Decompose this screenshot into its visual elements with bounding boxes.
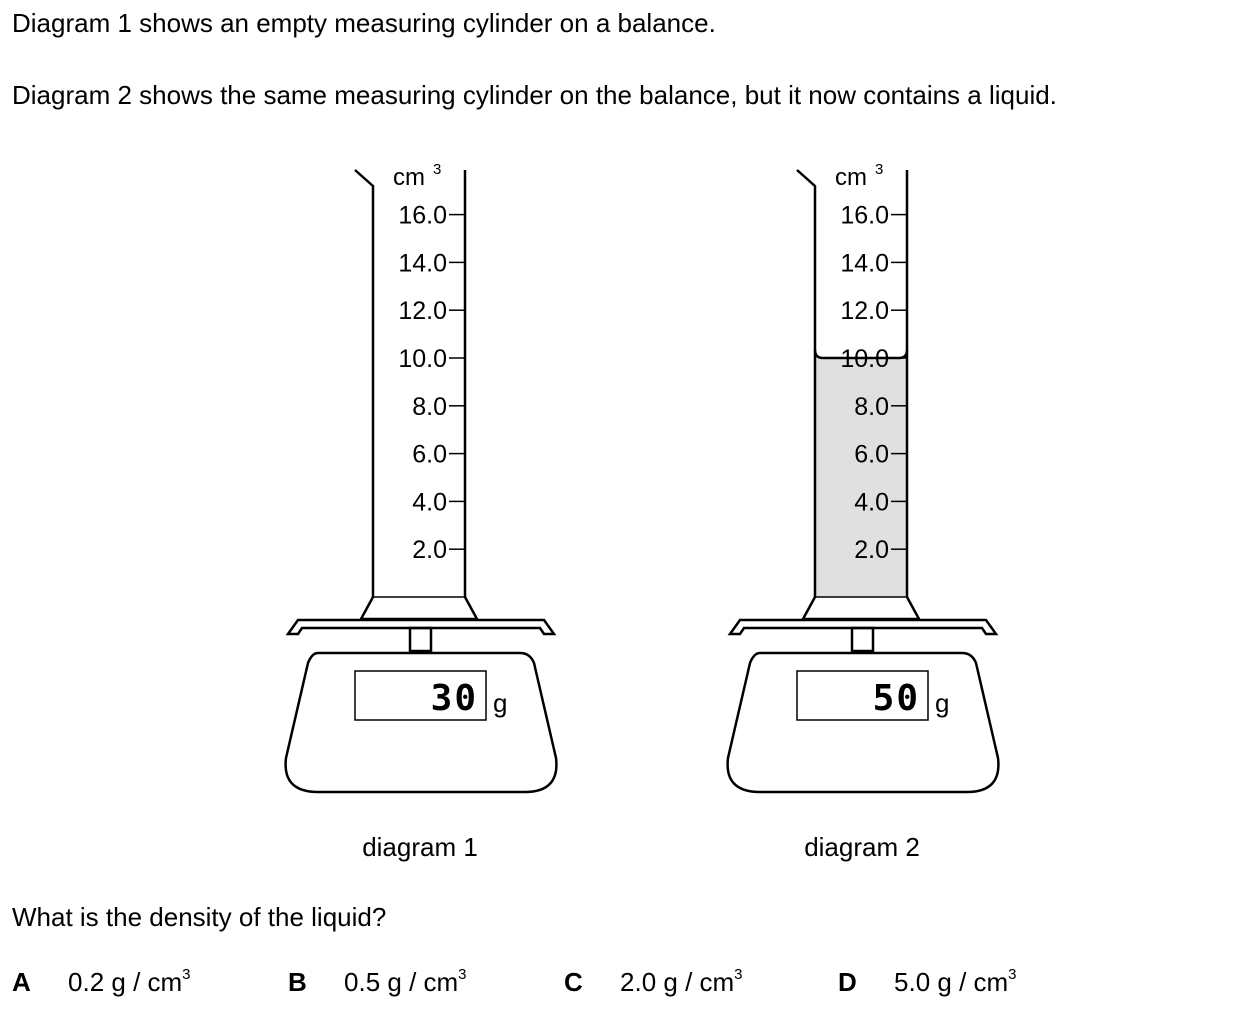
scale-label: 2.0 (412, 536, 447, 565)
scale-label: 2.0 (854, 536, 889, 565)
balance-reading: 30 (430, 678, 478, 719)
scale-label: 16.0 (840, 201, 889, 230)
unit-label: cm (393, 164, 425, 191)
option-letter: B (288, 967, 307, 997)
unit-label: cm (835, 164, 867, 191)
option-letter: D (838, 967, 857, 997)
diagram-caption: diagram 2 (804, 832, 920, 862)
option-b[interactable] (288, 966, 467, 998)
intro-line-1: Diagram 1 shows an empty measuring cylinder on a balance. (12, 8, 716, 38)
unit-exponent: 3 (875, 161, 884, 178)
answer-options (0, 966, 1245, 1006)
option-d[interactable] (838, 966, 1017, 998)
option-value: 2.0 g / $cm^3$ (620, 966, 743, 997)
balance-diagrams (0, 150, 1245, 870)
diagram-2 (728, 161, 999, 862)
option-c[interactable] (564, 966, 743, 998)
cylinder-left-wall (797, 170, 815, 597)
option-a[interactable] (12, 966, 191, 998)
option-letter: C (564, 967, 583, 997)
balance-stem (410, 628, 431, 651)
option-value: 5.0 g / $cm^3$ (894, 966, 1017, 997)
option-value: 0.5 g / $cm^3$ (344, 966, 467, 997)
cylinder-foot (361, 597, 477, 619)
scale-label: 6.0 (854, 440, 889, 469)
option-letter: A (12, 967, 31, 997)
scale-label: 8.0 (412, 392, 447, 421)
unit-exponent: 3 (433, 161, 442, 178)
scale-label: 12.0 (840, 297, 889, 326)
scale-label: 14.0 (398, 249, 447, 278)
scale-label: 4.0 (412, 488, 447, 517)
scale-label: 16.0 (398, 201, 447, 230)
intro-line-2: Diagram 2 shows the same measuring cylinder on the balance, but it now contains a liquid. (12, 80, 1057, 110)
scale-label: 12.0 (398, 297, 447, 326)
scale-label: 10.0 (840, 345, 889, 373)
question-text: What is the density of the liquid? (12, 902, 387, 932)
balance-unit: g (935, 688, 950, 718)
cylinder-foot (803, 597, 919, 619)
balance-reading: 50 (872, 678, 920, 719)
balance-unit: g (493, 688, 508, 718)
scale-label: 14.0 (840, 249, 889, 278)
diagram-1 (286, 161, 557, 862)
scale-label: 6.0 (412, 440, 447, 469)
scale-label: 10.0 (398, 345, 447, 373)
scale-label: 4.0 (854, 488, 889, 517)
option-value: 0.2 g / $cm^3$ (68, 966, 191, 997)
scale-label: 8.0 (854, 392, 889, 421)
cylinder-left-wall (355, 170, 373, 597)
diagram-caption: diagram 1 (362, 832, 478, 862)
balance-stem (852, 628, 873, 651)
